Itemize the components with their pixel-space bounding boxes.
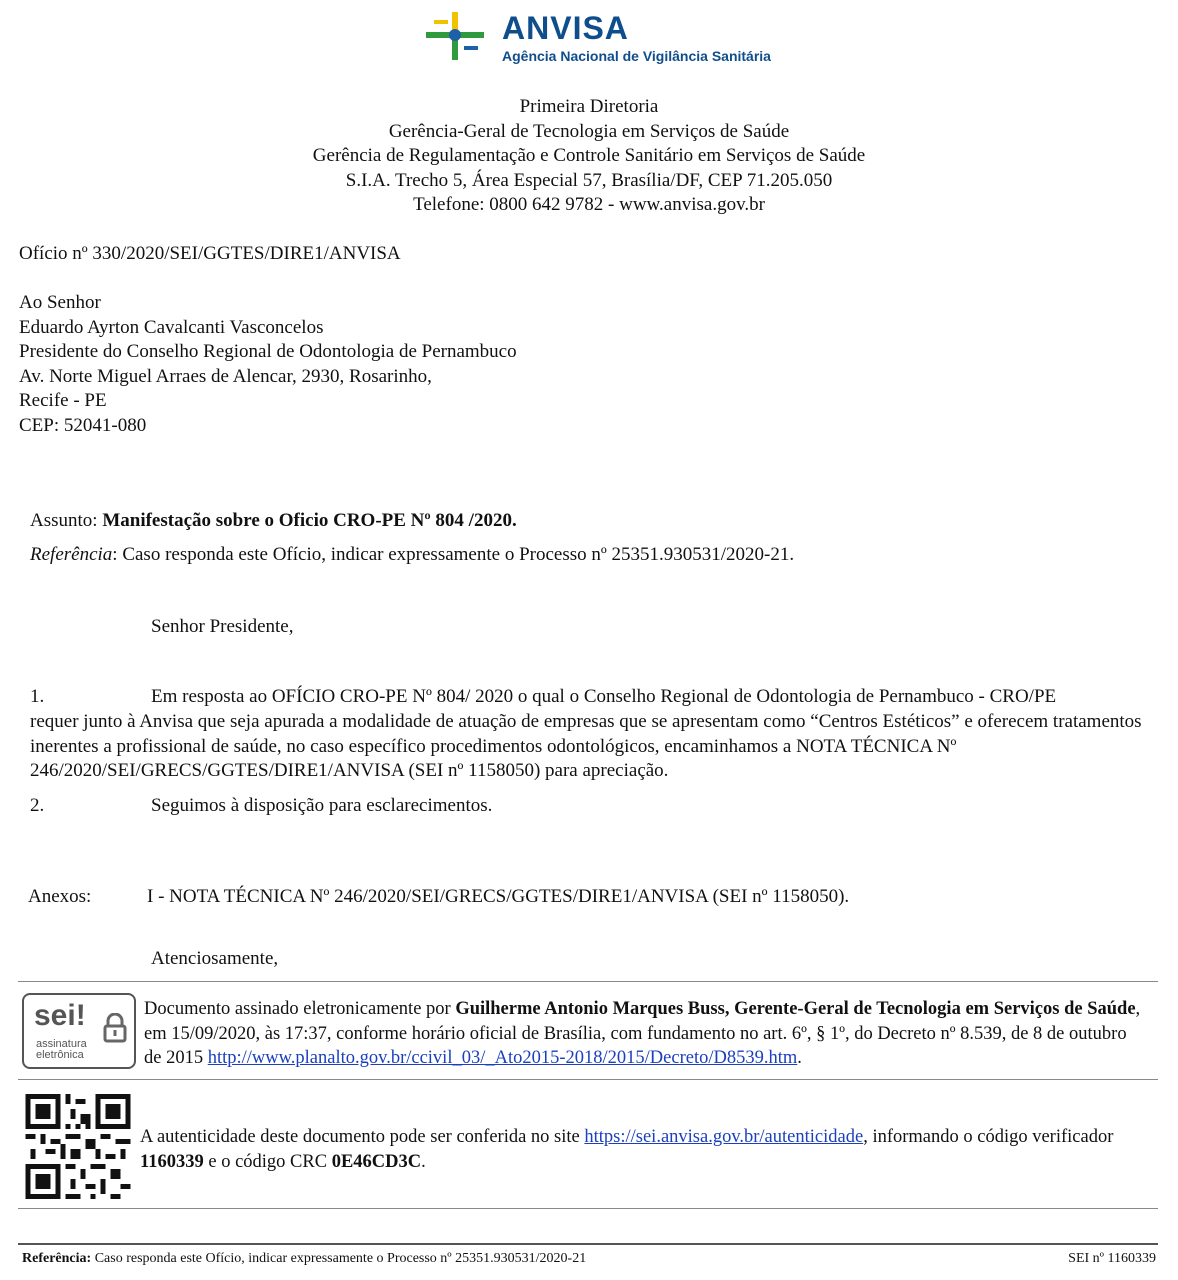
decree-link[interactable]: http://www.planalto.gov.br/ccivil_03/_Ato2015-2018/2015/Decreto/D8539.htm [207, 1048, 798, 1068]
paragraph-text: Seguimos à disposição para esclarecimentos. [151, 795, 493, 816]
recipient-line: Ao Senhor [19, 292, 101, 313]
subject-value: Manifestação sobre o Oficio CRO-PE Nº 804 /2020. [102, 510, 517, 531]
recipient-block [19, 291, 517, 438]
divider [18, 1079, 1158, 1080]
auth-mid: , informando o código verificador [863, 1127, 1114, 1147]
recipient-line: Recife - PE [19, 390, 107, 411]
verifier-code: 1160339 [140, 1151, 204, 1172]
annex-value: I - NOTA TÉCNICA Nº 246/2020/SEI/GRECS/GGTES/DIRE1/ANVISA (SEI nº 1158050). [147, 886, 850, 907]
qr-code-icon [24, 1094, 132, 1199]
auth-end: . [421, 1151, 426, 1172]
badge-caption-line: assinatura [36, 1038, 87, 1050]
recipient-line: CEP: 52041-080 [19, 414, 147, 436]
footer-divider [18, 1243, 1158, 1245]
anvisa-emblem-icon [420, 8, 490, 68]
letterhead-line: Telefone: 0800 642 9782 - www.anvisa.gov.br [413, 194, 765, 215]
letterhead [0, 95, 1178, 218]
paragraph-number: 1. [30, 686, 45, 707]
footer-ref-text: Caso responda este Ofício, indicar expressamente o Processo nº 25351.930531/2020-21 [91, 1251, 587, 1266]
annex-label: Anexos: [28, 886, 92, 907]
subject-line [30, 509, 517, 534]
salutation: Senhor Presidente, [151, 616, 294, 637]
badge-caption-line: eletrônica [36, 1049, 84, 1061]
badge-caption [36, 1039, 87, 1061]
signature-end: . [797, 1048, 802, 1068]
signature-prefix: Documento assinado eletronicamente por [144, 999, 456, 1019]
paragraph-number: 2. [30, 795, 45, 816]
divider [18, 981, 1158, 982]
signature-text [144, 997, 1144, 1071]
anvisa-logo [420, 8, 780, 68]
badge-title: sei! [34, 999, 86, 1032]
recipient-line: Av. Norte Miguel Arraes de Alencar, 2930, Rosarinho, [19, 365, 432, 387]
auth-prefix: A autenticidade deste documento pode ser conferida no site [140, 1127, 585, 1147]
footer-sei-number: SEI nº 1160339 [1068, 1251, 1156, 1266]
recipient-line: Presidente do Conselho Regional de Odontologia de Pernambuco [19, 341, 517, 362]
letterhead-line: S.I.A. Trecho 5, Área Especial 57, Brasília/DF, CEP 71.205.050 [345, 169, 833, 191]
logo-subtitle: Agência Nacional de Vigilância Sanitária [502, 48, 771, 64]
lock-icon [102, 1013, 128, 1043]
sei-signature-badge [22, 993, 136, 1069]
letterhead-line: Gerência-Geral de Tecnologia em Serviços de Saúde [388, 120, 790, 142]
crc-code: 0E46CD3C [331, 1151, 422, 1172]
reference-label: Referência [30, 544, 113, 565]
authenticity-link[interactable]: https://sei.anvisa.gov.br/autenticidade [584, 1127, 864, 1147]
recipient-line: Eduardo Ayrton Cavalcanti Vasconcelos [19, 316, 324, 338]
authenticity-text [140, 1125, 1150, 1174]
oficio-number: Ofício nº 330/2020/SEI/GGTES/DIRE1/ANVISA [19, 243, 401, 264]
signer-name: Guilherme Antonio Marques Buss [455, 999, 725, 1019]
divider [18, 1208, 1158, 1209]
footer-reference [22, 1250, 586, 1268]
signer-separator: , [724, 999, 735, 1019]
reference-value: : Caso responda este Ofício, indicar expressamente o Processo nº 25351.930531/2020-21. [112, 544, 795, 565]
signer-role: Gerente-Geral de Tecnologia em Serviços de Saúde [734, 999, 1136, 1019]
footer-ref-label: Referência: [22, 1251, 92, 1266]
subject-label: Assunto: [30, 510, 98, 531]
letterhead-line: Primeira Diretoria [519, 96, 659, 117]
auth-mid2: e o código CRC [203, 1151, 332, 1172]
paragraph-first-line: Em resposta ao OFÍCIO CRO-PE Nº 804/ 2020 o qual o Conselho Regional de Odontologia de Pernambuco - CRO/PE [151, 686, 1057, 707]
paragraph-body: requer junto à Anvisa que seja apurada a modalidade de atuação de empresas que se apresentam como “Centros Estéticos” e oferecem tratamentos inerentes a profissional de saúde, no caso específico procedimentos odontológicos, encaminhamos a NOTA TÉCNICA Nº 246/2020/SEI/GRECS/GGTES/DIRE1/ANVISA (SEI nº 1158050) para apreciação. [30, 711, 1142, 781]
signature-body: , em 15/09/2020, às 17:37, conforme horário oficial de Brasília, com fundamento no art. 6º, § 1º, do Decreto nº 8.539, de 8 de outubro de 2015 [144, 999, 1141, 1068]
reference-line [30, 543, 794, 568]
closing: Atenciosamente, [151, 948, 279, 969]
letterhead-line: Gerência de Regulamentação e Controle Sanitário em Serviços de Saúde [312, 145, 866, 166]
logo-wordmark: ANVISA [502, 10, 629, 46]
